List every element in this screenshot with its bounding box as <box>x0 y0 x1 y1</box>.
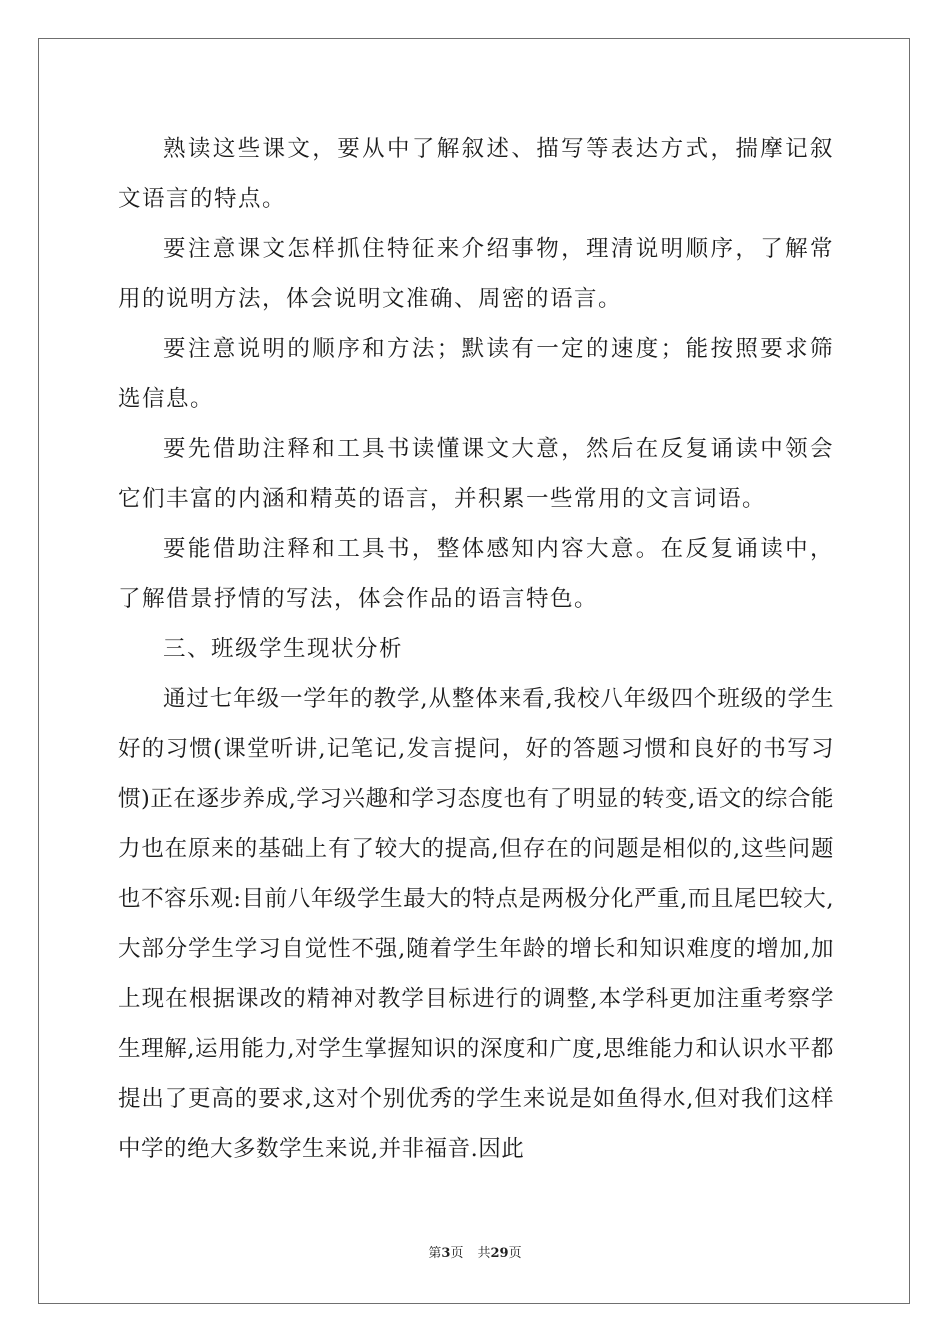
page-footer <box>0 1244 950 1264</box>
page-suffix: 页 <box>450 1246 464 1261</box>
paragraph-class-analysis: 通过七年级一学年的教学,从整体来看,我校八年级四个班级的学生好的习惯(课堂听讲,记笔记,发言提问，好的答题习惯和良好的书写习惯)正在逐步养成,学习兴趣和学习态度也有了明显的转变,语文的综合能力也在原来的基础上有了较大的提高,但存在的问题是相似的,这些问题也不容乐观:目前八年级学生最大的特点是两极分化严重,而且尾巴较大,大部分学生学习自觉性不强,随着学生年龄的增长和知识难度的增加,加上现在根据课改的精神对教学目标进行的调整,本学科更加注重考察学生理解,运用能力,对学生掌握知识的深度和广度,思维能力和认识水平都提出了更高的要求,这对个别优秀的学生来说是如鱼得水,但对我们这样中学的绝大多数学生来说,并非福音.因此 <box>118 686 834 1162</box>
document-body <box>118 124 834 1174</box>
paragraph-narrative-reading: 熟读这些课文，要从中了解叙述、描写等表达方式，揣摩记叙文语言的特点。 <box>118 136 834 212</box>
paragraph-classical-chinese: 要先借助注释和工具书读懂课文大意，然后在反复诵读中领会它们丰富的内涵和精英的语言，并积累一些常用的文言词语。 <box>118 436 834 512</box>
paragraph-poetry-reading: 要能借助注释和工具书，整体感知内容大意。在反复诵读中，了解借景抒情的写法，体会作品的语言特色。 <box>118 536 834 612</box>
page-prefix: 第 <box>428 1246 442 1261</box>
page-number: 3 <box>441 1246 451 1261</box>
paragraph-expository-order: 要注意说明的顺序和方法；默读有一定的速度；能按照要求筛选信息。 <box>118 336 834 412</box>
total-prefix: 共 <box>477 1246 491 1261</box>
total-suffix: 页 <box>508 1246 522 1261</box>
total-pages: 29 <box>490 1246 509 1261</box>
paragraph-expository-features: 要注意课文怎样抓住特征来介绍事物，理清说明顺序，了解常用的说明方法，体会说明文准确、周密的语言。 <box>118 236 834 312</box>
section-heading-class-analysis: 三、班级学生现状分析 <box>163 636 404 662</box>
